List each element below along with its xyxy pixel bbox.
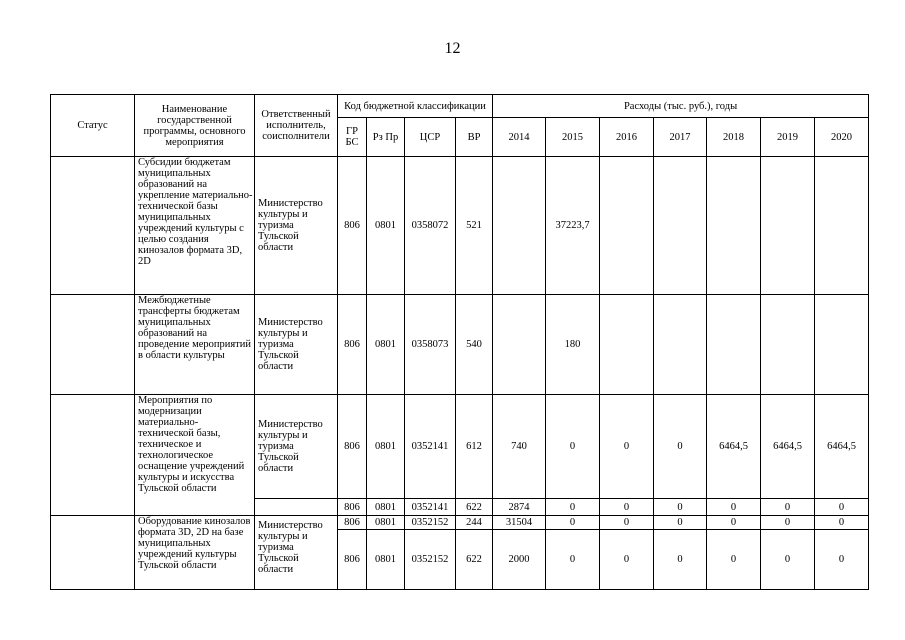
value-cell — [815, 157, 869, 295]
executor-cell: Министерство культуры и туризма Тульской области — [255, 157, 338, 295]
rzpr-cell: 0801 — [367, 157, 405, 295]
vr-cell: 622 — [456, 499, 493, 516]
header-year: 2015 — [546, 118, 600, 157]
grbs-cell: 806 — [338, 157, 367, 295]
value-cell: 0 — [654, 395, 707, 499]
value-cell — [493, 295, 546, 395]
value-cell: 2874 — [493, 499, 546, 516]
value-cell — [654, 157, 707, 295]
program-name-cell: Мероприятия по модернизации материально-технической базы, техническое и технологическое оснащение учреждений культуры и искусства Тульской области — [135, 395, 255, 516]
value-cell: 0 — [600, 499, 654, 516]
value-cell: 0 — [600, 530, 654, 590]
value-cell: 0 — [707, 499, 761, 516]
value-cell: 0 — [815, 516, 869, 530]
csr-cell: 0352152 — [405, 516, 456, 530]
value-cell — [600, 295, 654, 395]
executor-cell: Министерство культуры и туризма Тульской области — [255, 395, 338, 499]
value-cell: 0 — [546, 499, 600, 516]
header-rzpr: Рз Пр — [367, 118, 405, 157]
program-name-cell: Субсидии бюджетам муниципальных образований на укрепление материально-технической базы муниципальных учреждений культуры с целью создания кинозалов формата 3D, 2D — [135, 157, 255, 295]
value-cell: 0 — [761, 499, 815, 516]
header-vr: ВР — [456, 118, 493, 157]
header-year: 2017 — [654, 118, 707, 157]
header-year: 2019 — [761, 118, 815, 157]
rzpr-cell: 0801 — [367, 295, 405, 395]
grbs-cell: 806 — [338, 395, 367, 499]
table-row — [51, 157, 869, 295]
header-year: 2014 — [493, 118, 546, 157]
rzpr-cell: 0801 — [367, 499, 405, 516]
header-grbs: ГР БС — [338, 118, 367, 157]
csr-cell: 0358072 — [405, 157, 456, 295]
table-row — [51, 395, 869, 499]
value-cell: 0 — [546, 395, 600, 499]
value-cell: 6464,5 — [815, 395, 869, 499]
vr-cell: 540 — [456, 295, 493, 395]
header-program-name: Наименование государственной программы, основного мероприятия — [135, 95, 255, 157]
vr-cell: 622 — [456, 530, 493, 590]
value-cell: 2000 — [493, 530, 546, 590]
header-status: Статус — [51, 95, 135, 157]
value-cell: 0 — [546, 516, 600, 530]
header-year: 2018 — [707, 118, 761, 157]
page-number: 12 — [444, 40, 461, 57]
value-cell: 0 — [654, 499, 707, 516]
value-cell: 0 — [654, 516, 707, 530]
vr-cell: 612 — [456, 395, 493, 499]
grbs-cell: 806 — [338, 516, 367, 530]
value-cell — [707, 157, 761, 295]
grbs-cell: 806 — [338, 499, 367, 516]
executor-cell: Министерство культуры и туризма Тульской области — [255, 516, 338, 590]
status-cell — [51, 157, 135, 295]
table-row — [51, 295, 869, 395]
header-row-top — [51, 95, 869, 118]
grbs-cell: 806 — [338, 295, 367, 395]
value-cell: 0 — [546, 530, 600, 590]
value-cell: 31504 — [493, 516, 546, 530]
csr-cell: 0358073 — [405, 295, 456, 395]
rzpr-cell: 0801 — [367, 516, 405, 530]
header-csr: ЦСР — [405, 118, 456, 157]
header-budget-code: Код бюджетной классификации — [338, 95, 493, 118]
value-cell: 0 — [707, 516, 761, 530]
value-cell — [815, 295, 869, 395]
rzpr-cell: 0801 — [367, 395, 405, 499]
value-cell: 6464,5 — [761, 395, 815, 499]
value-cell: 6464,5 — [707, 395, 761, 499]
value-cell — [654, 295, 707, 395]
value-cell — [707, 295, 761, 395]
header-executor: Ответственный исполнитель, соисполнители — [255, 95, 338, 157]
value-cell: 0 — [761, 530, 815, 590]
executor-cell-empty — [255, 499, 338, 516]
status-cell — [51, 395, 135, 516]
value-cell: 180 — [546, 295, 600, 395]
status-cell — [51, 295, 135, 395]
vr-cell: 521 — [456, 157, 493, 295]
csr-cell: 0352141 — [405, 499, 456, 516]
value-cell: 0 — [654, 530, 707, 590]
budget-table — [50, 94, 869, 590]
value-cell — [600, 157, 654, 295]
value-cell — [761, 157, 815, 295]
status-cell — [51, 516, 135, 590]
csr-cell: 0352152 — [405, 530, 456, 590]
table-row — [51, 516, 869, 530]
program-name-cell: Оборудование кинозалов формата 3D, 2D на базе муниципальных учреждений культуры Тульской области — [135, 516, 255, 590]
value-cell: 37223,7 — [546, 157, 600, 295]
header-year: 2016 — [600, 118, 654, 157]
value-cell: 0 — [600, 395, 654, 499]
value-cell: 740 — [493, 395, 546, 499]
value-cell: 0 — [707, 530, 761, 590]
executor-cell: Министерство культуры и туризма Тульской области — [255, 295, 338, 395]
rzpr-cell: 0801 — [367, 530, 405, 590]
value-cell: 0 — [761, 516, 815, 530]
value-cell: 0 — [815, 499, 869, 516]
program-name-cell: Межбюджетные трансферты бюджетам муниципальных образований на проведение мероприятий в области культуры — [135, 295, 255, 395]
header-expenses: Расходы (тыс. руб.), годы — [493, 95, 869, 118]
vr-cell: 244 — [456, 516, 493, 530]
csr-cell: 0352141 — [405, 395, 456, 499]
header-year: 2020 — [815, 118, 869, 157]
value-cell — [493, 157, 546, 295]
value-cell: 0 — [600, 516, 654, 530]
value-cell: 0 — [815, 530, 869, 590]
value-cell — [761, 295, 815, 395]
grbs-cell: 806 — [338, 530, 367, 590]
